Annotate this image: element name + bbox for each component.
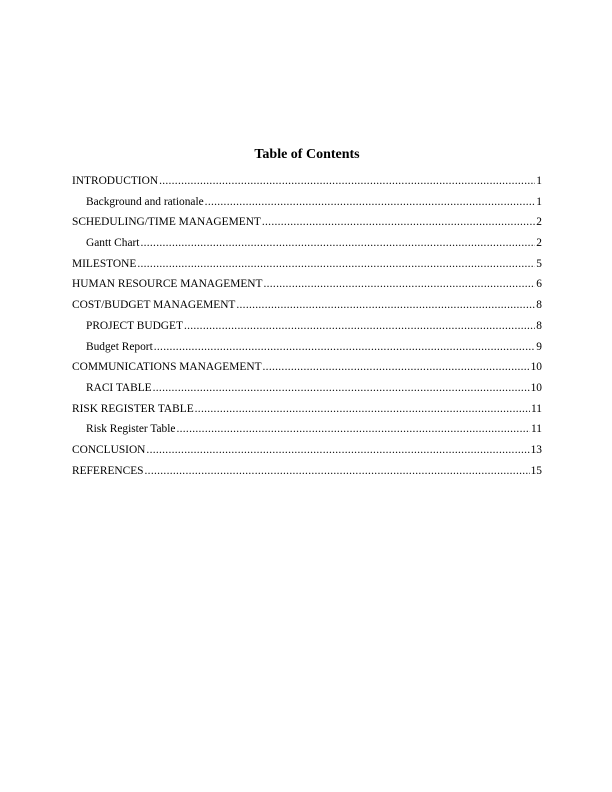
toc-page-number[interactable]: 5 xyxy=(536,257,542,270)
toc-dot-leader xyxy=(236,299,535,311)
toc-title: Table of Contents xyxy=(254,147,360,162)
toc-entry-label[interactable]: Risk Register Table xyxy=(86,423,176,436)
toc-entry[interactable] xyxy=(72,465,542,486)
toc-entry-label[interactable]: PROJECT BUDGET xyxy=(86,319,183,332)
toc-page-number[interactable]: 2 xyxy=(536,237,542,250)
toc-page-number[interactable]: 11 xyxy=(531,402,542,415)
toc-page-number[interactable]: 8 xyxy=(536,299,542,312)
toc-entry[interactable] xyxy=(72,299,542,320)
toc-dot-leader xyxy=(195,403,530,415)
toc-dot-leader xyxy=(262,216,535,228)
table-of-contents xyxy=(72,146,542,485)
toc-entry-label[interactable]: SCHEDULING/TIME MANAGEMENT xyxy=(72,216,261,229)
toc-page-number[interactable]: 11 xyxy=(531,423,542,436)
toc-entry[interactable] xyxy=(72,361,542,382)
toc-dot-leader xyxy=(137,258,535,270)
toc-entry-label[interactable]: INTRODUCTION xyxy=(72,175,159,187)
toc-entry[interactable] xyxy=(72,258,542,279)
toc-entry[interactable] xyxy=(72,175,542,196)
toc-dot-leader xyxy=(205,196,536,208)
toc-page-number[interactable]: 6 xyxy=(536,278,542,291)
toc-page-number[interactable]: 1 xyxy=(536,175,542,187)
toc-entry-label[interactable]: COST/BUDGET MANAGEMENT xyxy=(72,299,236,312)
toc-dot-leader xyxy=(146,444,529,456)
toc-page-number[interactable]: 13 xyxy=(530,443,542,456)
toc-entry[interactable] xyxy=(72,444,542,465)
toc-page-number[interactable]: 9 xyxy=(536,340,542,353)
toc-entry[interactable] xyxy=(72,382,542,403)
toc-entry-label[interactable]: RISK REGISTER TABLE xyxy=(72,402,194,415)
toc-dot-leader xyxy=(154,341,536,353)
toc-entry[interactable] xyxy=(72,278,542,299)
toc-entry[interactable] xyxy=(72,237,542,258)
toc-page-number[interactable]: 2 xyxy=(536,216,542,229)
toc-dot-leader xyxy=(140,237,535,249)
toc-entry-label[interactable]: Background and rationale xyxy=(86,195,204,208)
toc-entry-label[interactable]: CONCLUSION xyxy=(72,443,146,456)
toc-page-number[interactable]: 10 xyxy=(530,381,542,394)
toc-entry[interactable] xyxy=(72,216,542,237)
toc-dot-leader xyxy=(159,175,535,187)
toc-entry-label[interactable]: RACI TABLE xyxy=(86,381,152,394)
toc-page-number[interactable]: 8 xyxy=(536,319,542,332)
toc-entry-label[interactable]: HUMAN RESOURCE MANAGEMENT xyxy=(72,278,263,291)
toc-dot-leader xyxy=(184,320,535,332)
toc-page-number[interactable]: 15 xyxy=(530,464,542,477)
toc-page-number[interactable]: 10 xyxy=(530,361,542,374)
toc-page-number[interactable]: 1 xyxy=(536,195,542,208)
toc-list xyxy=(72,175,542,485)
toc-entry[interactable] xyxy=(72,403,542,424)
toc-dot-leader xyxy=(145,465,530,477)
toc-entry-label[interactable]: COMMUNICATIONS MANAGEMENT xyxy=(72,361,262,374)
toc-entry-label[interactable]: MILESTONE xyxy=(72,257,137,270)
toc-entry[interactable] xyxy=(72,320,542,341)
toc-entry-label[interactable]: REFERENCES xyxy=(72,464,144,477)
toc-dot-leader xyxy=(263,278,535,290)
toc-entry[interactable] xyxy=(72,341,542,362)
toc-entry-label[interactable]: Gantt Chart xyxy=(86,237,140,250)
toc-entry-label[interactable]: Budget Report xyxy=(86,340,153,353)
toc-entry[interactable] xyxy=(72,196,542,217)
toc-dot-leader xyxy=(263,361,530,373)
toc-entry[interactable] xyxy=(72,423,542,444)
toc-dot-leader xyxy=(153,382,530,394)
toc-dot-leader xyxy=(176,423,530,435)
